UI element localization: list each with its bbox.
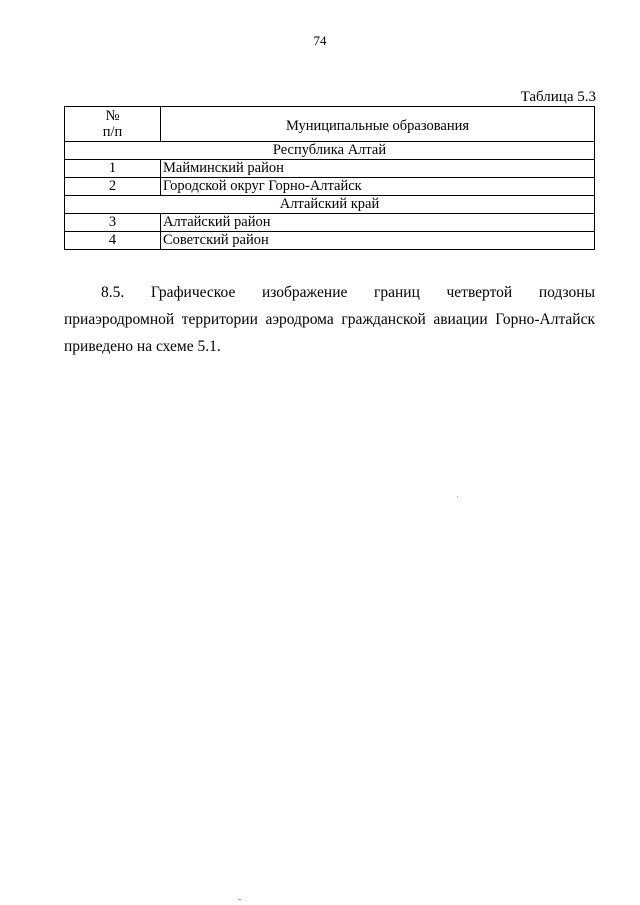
row-number: 1 (65, 160, 161, 178)
table-row (65, 178, 595, 196)
row-name: Алтайский район (161, 214, 595, 232)
table-row (65, 232, 595, 250)
scan-speck (238, 899, 241, 900)
municipalities-table (64, 106, 595, 250)
table-row (65, 160, 595, 178)
scan-speck (457, 496, 458, 497)
row-name: Советский район (161, 232, 595, 250)
region-name: Республика Алтай (65, 142, 595, 160)
row-number: 2 (65, 178, 161, 196)
header-number-line2: п/п (102, 124, 123, 140)
region-name: Алтайский край (65, 196, 595, 214)
page-number: 74 (313, 33, 327, 48)
row-name: Городской округ Горно-Алтайск (161, 178, 595, 196)
header-number (65, 107, 161, 142)
region-row (65, 196, 595, 214)
row-number: 3 (65, 214, 161, 232)
row-name: Майминский район (161, 160, 595, 178)
region-row (65, 142, 595, 160)
header-number-line1: № (105, 108, 120, 124)
row-number: 4 (65, 232, 161, 250)
table-header-row (65, 107, 595, 142)
body-paragraph: 8.5. Графическое изображение границ четвертой подзоны приаэродромной территории аэродрома гражданской авиации Горно-Алтайск приведено на схеме 5.1. (64, 284, 595, 355)
table-row (65, 214, 595, 232)
header-name: Муниципальные образования (161, 107, 595, 142)
table-caption: Таблица 5.3 (520, 89, 596, 105)
